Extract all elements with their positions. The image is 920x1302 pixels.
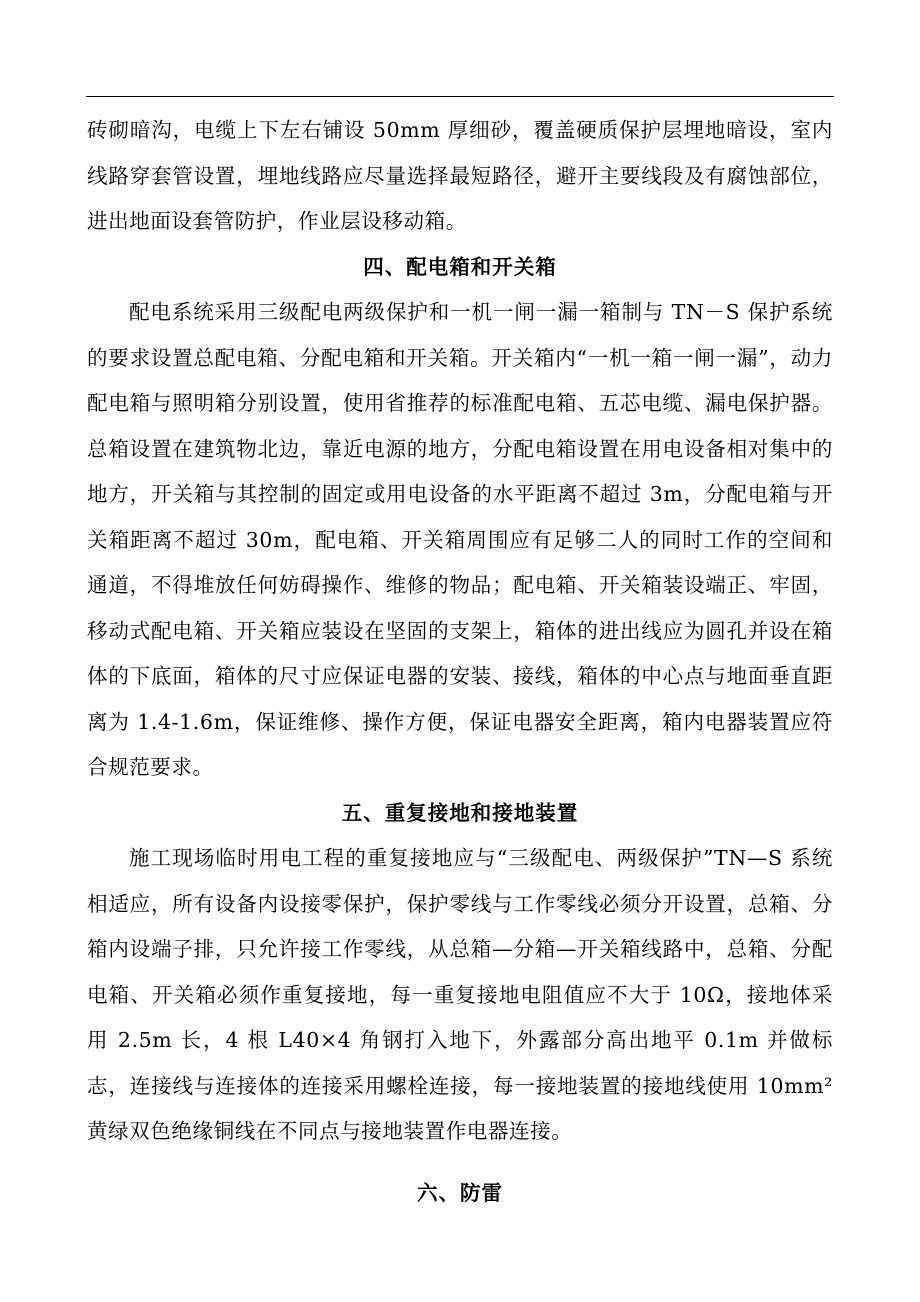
- section-4-paragraph: 配电系统采用三级配电两级保护和一机一闸一漏一箱制与 TN－S 保护系统的要求设置总配电箱、分配电箱和开关箱。开关箱内“一机一箱一闸一漏”，动力配电箱与照明箱分别设置，使用省推荐的标准配电箱、五芯电缆、漏电保护器。总箱设置在建筑物北边，靠近电源的地方，分配电箱设置在用电设备相对集中的地方，开关箱与其控制的固定或用电设备的水平距离不超过 3m，分配电箱与开关箱距离不超过 30m，配电箱、开关箱周围应有足够二人的同时工作的空间和通道，不得堆放任何妨碍操作、维修的物品；配电箱、开关箱装设端正、牢固，移动式配电箱、开关箱应装设在坚固的支架上，箱体的进出线应为圆孔并设在箱体的下底面，箱体的尺寸应保证电器的安装、接线，箱体的中心点与地面垂直距离为 1.4-1.6m，保证维修、操作方便，保证电器安全距离，箱内电器装置应符合规范要求。: [87, 300, 833, 779]
- section-4-heading: 四、配电箱和开关箱: [363, 254, 557, 279]
- section-5-paragraph: 施工现场临时用电工程的重复接地应与“三级配电、两级保护”TN—S 系统相适应，所有设备内设接零保护，保护零线与工作零线必须分开设置，总箱、分箱内设端子排，只允许接工作零线，从总箱—分箱—开关箱线路中，总箱、分配电箱、开关箱必须作重复接地，每一重复接地电阻值应不大于 10Ω，接地体采用 2.5m 长，4 根 L40×4 角钢打入地下，外露部分高出地平 0.1m 并做标志，连接线与连接体的连接采用螺栓连接，每一接地装置的接地线使用 10mm² 黄绿双色绝缘铜线在不同点与接地装置作电器连接。: [87, 846, 833, 1143]
- header-rule: [86, 96, 834, 97]
- section-6-heading: 六、防雷: [417, 1180, 503, 1205]
- document-body: [87, 108, 833, 1216]
- continuation-paragraph: 砖砌暗沟，电缆上下左右铺设 50mm 厚细砂，覆盖硬质保护层埋地暗设，室内线路穿套管设置，埋地线路应尽量选择最短路径，避开主要线段及有腐蚀部位，进出地面设套管防护，作业层设移动箱。: [87, 118, 833, 233]
- section-5-heading: 五、重复接地和接地装置: [341, 800, 579, 825]
